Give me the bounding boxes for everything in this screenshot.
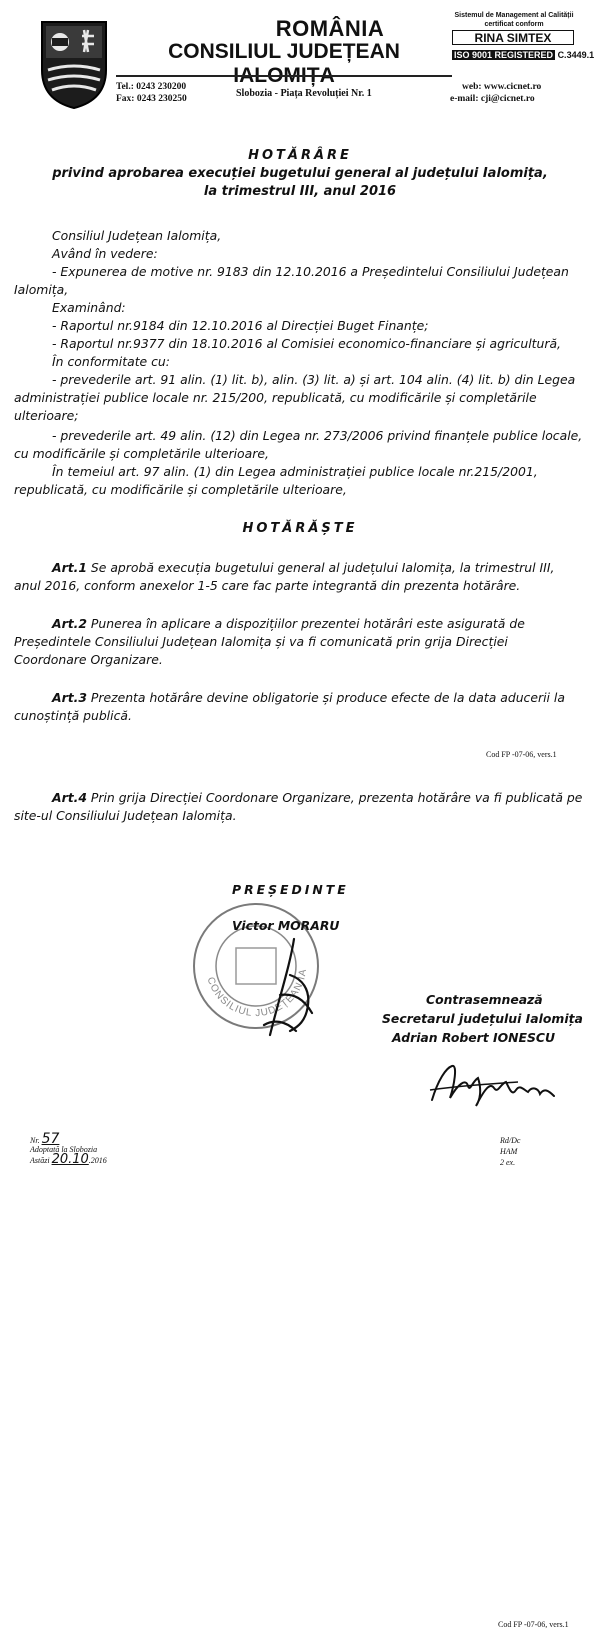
footer-adopted: Adoptată la Slobozia <box>30 1145 98 1154</box>
decides-heading: HOTĂRĂȘTE <box>242 521 358 536</box>
cert-rina: RINA SIMTEX <box>452 30 574 45</box>
preamble-line: Ialomița, <box>14 282 69 297</box>
president-title: PREȘEDINTE <box>232 882 349 897</box>
footer-date <box>30 1152 107 1167</box>
cert-iso: ISO 9001 REGISTERED <box>454 50 554 60</box>
article-4-line-2: site-ul Consiliului Județean Ialomița. <box>14 808 237 823</box>
preamble-line: - Raportul nr.9377 din 18.10.2016 al Comisiei economico-financiare și agricultură, <box>52 336 561 351</box>
footer-date-value: 20.10 <box>51 1152 89 1167</box>
preamble-line: - prevederile art. 49 alin. (12) din Legea nr. 273/2006 privind finanțele publice locale, <box>52 428 583 443</box>
article-2-line-2: Președintele Consiliului Județean Ialomița și va fi comunicată prin grija Direcției <box>14 634 508 649</box>
document-subject-line-1: privind aprobarea execuției bugetului general al județului Ialomița, <box>52 166 548 181</box>
form-code-top: Cod FP -07-06, vers.1 <box>486 750 557 759</box>
article-4-label: Art.4 <box>52 790 87 805</box>
article-3-line-2: cunoștință publică. <box>14 708 132 723</box>
preamble-line: - Expunerea de motive nr. 9183 din 12.10.2016 a Președintelui Consiliului Județean <box>52 264 569 279</box>
article-3-line-1 <box>52 690 565 705</box>
county-coat-of-arms <box>38 18 110 110</box>
preamble-line: cu modificările și completările ulterioare, <box>14 446 269 461</box>
article-1-line-1 <box>52 560 554 575</box>
president-name: Victor MORARU <box>232 918 340 933</box>
preamble-line: - prevederile art. 91 alin. (1) lit. b), alin. (3) lit. a) și art. 104 alin. (4) lit. b) din Legea <box>52 372 576 387</box>
footer-nr-value: 57 <box>41 1131 60 1147</box>
preamble-line: Consiliul Județean Ialomița, <box>52 228 222 243</box>
header-council-name: CONSILIUL JUDEȚEAN IALOMIȚA <box>168 40 400 87</box>
cert-line-1: Sistemul de Management al Calității <box>454 12 574 19</box>
president-signature <box>250 935 330 1045</box>
secretary-signature <box>428 1060 568 1110</box>
preamble-line: În conformitate cu: <box>52 354 170 369</box>
document-subject-line-2: la trimestrul III, anul 2016 <box>203 184 397 199</box>
article-2-label: Art.2 <box>52 616 87 631</box>
article-2-line-1 <box>52 616 525 631</box>
article-4-line-1 <box>52 790 582 805</box>
article-3-label: Art.3 <box>52 690 87 705</box>
cert-line-2: certificat conform <box>484 21 544 28</box>
preamble-line: Examinând: <box>52 300 126 315</box>
footer-ref-3: 2 ex. <box>500 1158 516 1167</box>
quality-certificate-box <box>452 12 595 76</box>
article-2-text: Punerea în aplicare a dispozițiilor prezentei hotărâri este asigurată de <box>86 616 525 631</box>
header-country: ROMÂNIA <box>275 16 385 41</box>
preamble-line: republicată, cu modificările și completările ulterioare, <box>14 482 347 497</box>
preamble-line: administrației publice locale nr. 215/200, republicată, cu modificările și completările <box>14 390 537 405</box>
article-1-label: Art.1 <box>52 560 87 575</box>
preamble-line: Având în vedere: <box>52 246 158 261</box>
header-tel: Tel.: 0243 230200 <box>116 82 187 92</box>
header-web: web: www.cicnet.ro <box>462 82 542 92</box>
article-3-text: Prezenta hotărâre devine obligatorie și produce efecte de la data aducerii la <box>86 690 565 705</box>
article-1-text: Se aprobă execuția bugetului general al județului Ialomița, la trimestrul III, <box>86 560 555 575</box>
cert-code: C.3449.1 <box>557 50 595 60</box>
header-email: e-mail: cji@cicnet.ro <box>450 94 535 104</box>
footer-year: .2016 <box>88 1156 107 1165</box>
header-rule <box>116 75 452 77</box>
preamble-line: ulterioare; <box>14 408 79 423</box>
preamble-line: În temeiul art. 97 alin. (1) din Legea administrației publice locale nr.215/2001, <box>52 464 538 479</box>
countersign-label: Contrasemnează <box>426 992 543 1007</box>
footer-today-label: Astăzi <box>30 1156 50 1165</box>
header-address: Slobozia - Piața Revoluției Nr. 1 <box>236 88 372 99</box>
footer-ref-1: Rd/Dc <box>500 1136 521 1145</box>
footer-ref-2: HAM <box>500 1147 518 1156</box>
article-2-line-3: Coordonare Organizare. <box>14 652 163 667</box>
secretary-name: Adrian Robert IONESCU <box>392 1030 556 1045</box>
article-1-line-2: anul 2016, conform anexelor 1-5 care fac parte integrantă din prezenta hotărâre. <box>14 578 521 593</box>
footer-nr-label: Nr. <box>30 1136 40 1145</box>
header-fax: Fax: 0243 230250 <box>116 94 187 104</box>
secretary-role: Secretarul județului Ialomița <box>382 1011 583 1026</box>
document-heading: HOTĂRÂRE <box>248 148 352 163</box>
form-code-bottom: Cod FP -07-06, vers.1 <box>498 1620 569 1629</box>
cert-iso-row <box>452 48 595 62</box>
stamp-text: CONSILIUL JUDEȚEAN IA <box>204 967 310 1020</box>
article-4-text: Prin grija Direcției Coordonare Organizare, prezenta hotărâre va fi publicată pe <box>86 790 583 805</box>
preamble-line: - Raportul nr.9184 din 12.10.2016 al Direcției Buget Finanțe; <box>52 318 429 333</box>
